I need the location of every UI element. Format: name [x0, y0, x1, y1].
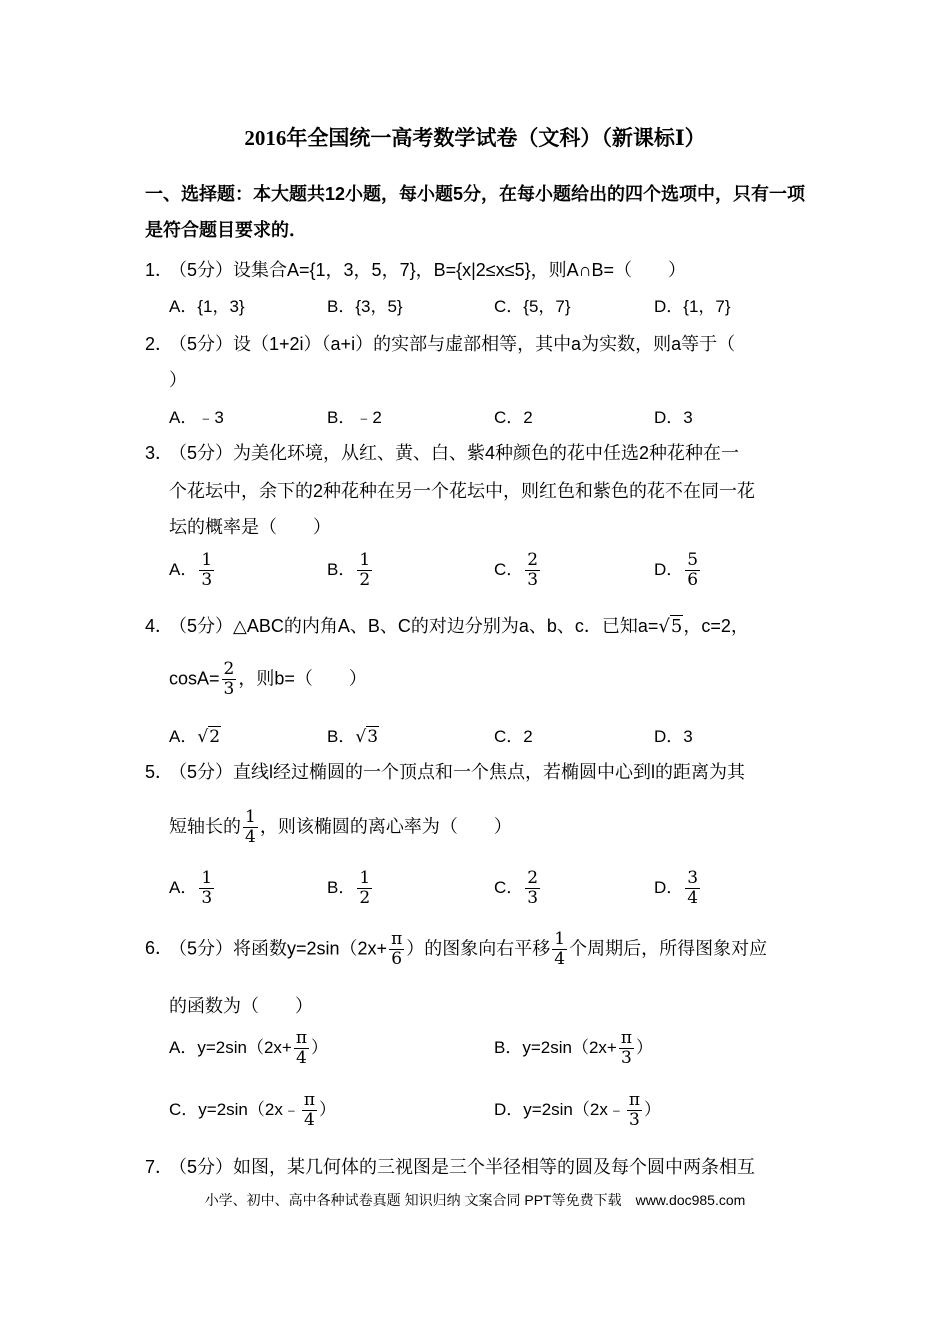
fraction: $\frac{1}{3}$	[201, 550, 213, 590]
question-number: 7．	[145, 1157, 174, 1177]
fraction: $\frac{1}{2}$	[359, 550, 371, 590]
fraction: $\frac{\pi}{4}$	[303, 1090, 316, 1130]
option-c: C．2	[494, 408, 533, 427]
question-4	[145, 612, 749, 638]
question-5	[145, 758, 745, 784]
option-d: D．{1，7}	[654, 297, 731, 316]
question-text: （5分）△ABC的内角A、B、C的对边分别为a、b、c．已知a=	[169, 616, 659, 636]
fraction: $\frac{\pi}{3}$	[620, 1028, 633, 1068]
option-b: B．y=2sin（2x+ $\frac{\pi}{3}$ ）	[494, 1028, 654, 1068]
sqrt: √3	[355, 727, 379, 747]
question-text: ，c=2，	[683, 616, 749, 636]
footer-watermark: 小学、初中、高中各种试卷真题 知识归纳 文案合同 PPT等免费下载 www.doc985.com	[204, 1192, 746, 1208]
option-a: A．{1，3}	[169, 297, 245, 316]
question-text: （5分）如图，某几何体的三视图是三个半径相等的圆及每个圆中两条相互	[169, 1157, 756, 1177]
option-d: D． $\frac{3}{4}$	[654, 868, 699, 908]
question-text-cont: 短轴长的 $\frac{1}{4}$ ，则该椭圆的离心率为（ ）	[169, 807, 512, 847]
question-text-cont: 个花坛中，余下的2种花种在另一个花坛中，则红色和紫色的花不在同一花	[169, 481, 756, 501]
question-text-cont: 的函数为（ ）	[169, 996, 313, 1016]
option-b: B． $\frac{1}{2}$	[327, 550, 371, 590]
question-text: （5分）将函数y=2sin（2x+	[169, 938, 388, 959]
option-a: A．y=2sin（2x+ $\frac{\pi}{4}$ ）	[169, 1028, 329, 1068]
fraction: $\frac{5}{6}$	[687, 550, 699, 590]
option-b: B．{3，5}	[327, 297, 403, 316]
question-number: 4．	[145, 616, 174, 636]
question-text-cont: cosA= $\frac{2}{3}$ ，则b=（ ）	[169, 659, 367, 699]
question-number: 1．	[145, 260, 174, 280]
option-c: C． $\frac{2}{3}$	[494, 550, 539, 590]
section-heading: 一、选择题：本大题共12小题，每小题5分，在每小题给出的四个选项中，只有一项是符合题目要求的．	[145, 184, 806, 240]
fraction: $\frac{\pi}{6}$	[391, 929, 403, 969]
option-d: D．3	[654, 408, 693, 427]
sqrt: √5	[658, 616, 683, 637]
option-a: A．﹣3	[169, 408, 224, 427]
option-d: D． $\frac{5}{6}$	[654, 550, 699, 590]
question-text: （5分）为美化环境，从红、黄、白、紫4种颜色的花中任选2种花种在一	[169, 443, 740, 463]
question-text: （5分）设（1+2i）（a+i）的实部与虚部相等，其中a为实数，则a等于（	[169, 334, 736, 354]
question-number: 6．	[145, 938, 174, 959]
fraction: $\frac{1}{3}$	[201, 868, 213, 908]
option-b: B．√3	[327, 727, 379, 747]
option-a: A． $\frac{1}{3}$	[169, 868, 213, 908]
option-a: A． $\frac{1}{3}$	[169, 550, 213, 590]
question-number: 2．	[145, 334, 174, 354]
fraction: $\frac{\pi}{4}$	[295, 1028, 308, 1068]
option-c: C．{5，7}	[494, 297, 571, 316]
question-text: 个周期后，所得图象对应	[569, 938, 768, 959]
question-3	[145, 439, 739, 465]
option-d: D．y=2sin（2x﹣ $\frac{\pi}{3}$ ）	[494, 1090, 662, 1130]
question-text: （5分）直线l经过椭圆的一个顶点和一个焦点，若椭圆中心到l的距离为其	[169, 762, 746, 782]
question-number: 3．	[145, 443, 174, 463]
question-text-cont: 坛的概率是（ ）	[169, 517, 331, 537]
question-text: ）的图象向右平移	[406, 938, 551, 959]
option-d: D．3	[654, 727, 693, 746]
fraction: $\frac{1}{4}$	[245, 807, 256, 847]
question-number: 5．	[145, 762, 174, 782]
question-1	[145, 256, 686, 282]
option-c: C．2	[494, 727, 533, 746]
option-c: C．y=2sin（2x﹣ $\frac{\pi}{4}$ ）	[169, 1090, 337, 1130]
option-a: A．√2	[169, 727, 221, 747]
fraction: $\frac{2}{3}$	[223, 659, 235, 699]
fraction: $\frac{2}{3}$	[527, 868, 539, 908]
option-c: C． $\frac{2}{3}$	[494, 868, 539, 908]
page-title: 2016年全国统一高考数学试卷（文科）（新课标Ⅰ）	[244, 126, 706, 150]
question-text: （5分）设集合A={1，3，5，7}，B={x|2≤x≤5}，则A∩B=（ ）	[169, 260, 687, 280]
question-2	[145, 330, 735, 356]
option-b: B．﹣2	[327, 408, 382, 427]
fraction: $\frac{2}{3}$	[527, 550, 539, 590]
fraction: $\frac{3}{4}$	[687, 868, 699, 908]
fraction: $\frac{1}{2}$	[359, 868, 371, 908]
fraction: $\frac{1}{4}$	[554, 929, 566, 969]
fraction: $\frac{\pi}{3}$	[628, 1090, 641, 1130]
option-b: B． $\frac{1}{2}$	[327, 868, 371, 908]
question-7	[145, 1153, 755, 1179]
question-6	[145, 930, 767, 969]
sqrt: √2	[197, 727, 221, 747]
question-text-cont: ）	[169, 370, 187, 390]
